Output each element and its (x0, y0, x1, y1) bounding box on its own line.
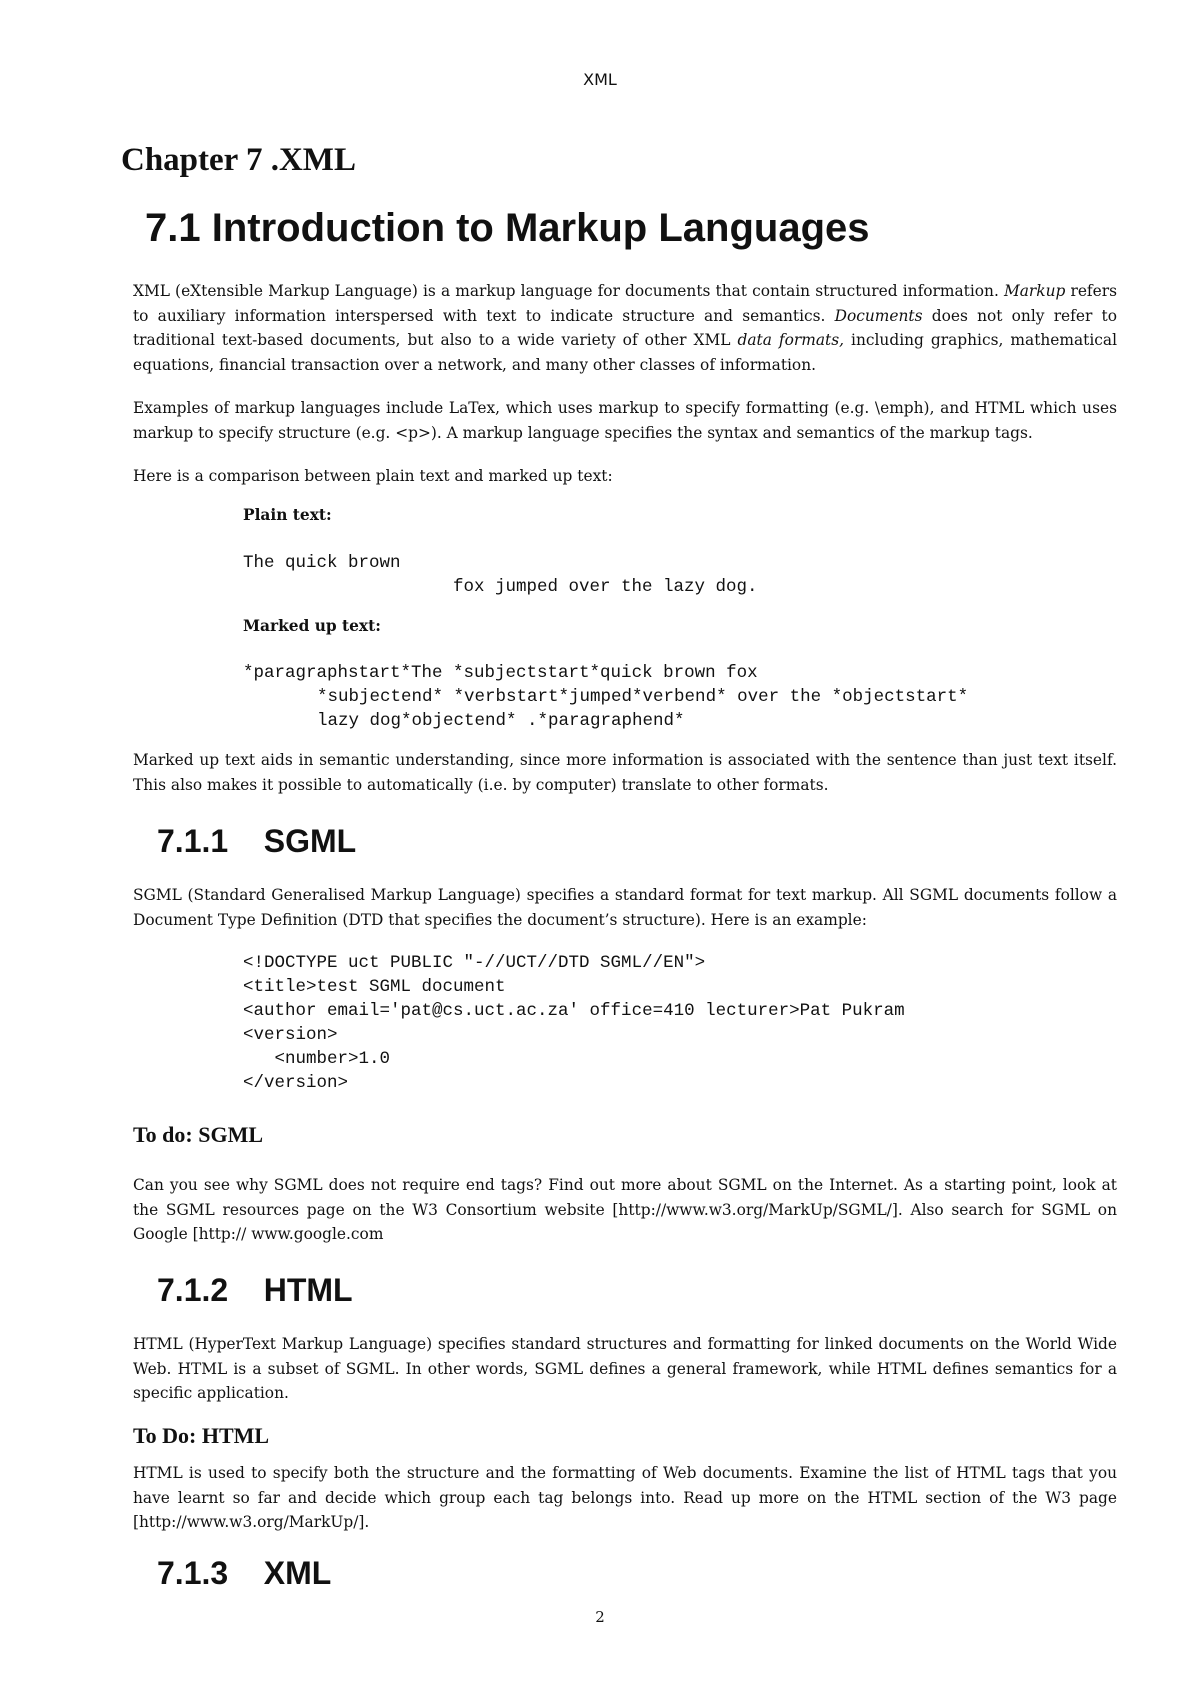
intro-text-d: including graphics, mathematical equations, financial transaction over a network, and many other classes of information. (133, 331, 1117, 374)
code-line: <author email='pat@cs.uct.ac.za' office=410 lecturer>Pat Pukram (243, 1001, 905, 1021)
html-heading: 7.1.2 HTML (157, 1272, 353, 1308)
todo-html-heading: To Do: HTML (133, 1423, 270, 1448)
todo-html-paragraph: HTML is used to specify both the structure and the formatting of Web documents. Examine the list of HTML tags that you have learnt so far and decide which group each tag belongs into. Read up more on the HTML section of the W3 page [http://www.w3.org/MarkUp/]. (133, 1464, 1117, 1531)
code-line: <title>test SGML document (243, 977, 506, 997)
code-line: <version> (243, 1025, 338, 1045)
code-line: <number>1.0 (243, 1049, 391, 1069)
todo-sgml-heading: To do: SGML (133, 1122, 264, 1147)
intro-text-a: XML (eXtensible Markup Language) is a markup language for documents that contain structured information. (133, 282, 1004, 300)
code-line: </version> (243, 1073, 349, 1093)
markup-term: Markup (1003, 282, 1066, 300)
code-line: <!DOCTYPE uct PUBLIC "-//UCT//DTD SGML//EN"> (243, 953, 706, 973)
marked-up-line-1: *paragraphstart*The *subjectstart*quick brown fox (243, 663, 758, 683)
xml-heading: 7.1.3 XML (157, 1555, 332, 1591)
marked-up-line-2: *subjectend* *verbstart*jumped*verbend* over the *objectstart* (317, 687, 969, 707)
todo-sgml-paragraph: Can you see why SGML does not require end tags? Find out more about SGML on the Internet. As a starting point, look at the SGML resources page on the W3 Consortium website [http://www.w3.org/MarkUp/SGML/]. Also search for SGML on Google [http:// www.google.com (133, 1176, 1117, 1243)
intro-text-b: refers to auxiliary information interspersed with text to indicate structure and semantics. (133, 282, 1117, 325)
chapter-title: Chapter 7 .XML (121, 142, 356, 178)
plain-text-label: Plain text: (243, 506, 332, 524)
running-header: XML (583, 70, 617, 89)
comparison-intro: Here is a comparison between plain text and marked up text: (133, 467, 613, 485)
page-number: 2 (595, 1608, 605, 1626)
plain-text-line-1: The quick brown (243, 553, 401, 573)
documents-term: Documents (834, 306, 923, 325)
sgml-heading: 7.1.1 SGML (157, 823, 357, 859)
intro-text-c: does not only refer to traditional text-based documents, but also to a wide variety of other XML (133, 306, 1117, 349)
intro-paragraph (133, 279, 1117, 377)
marked-up-text-label: Marked up text: (243, 617, 381, 635)
section-title: 7.1 Introduction to Markup Languages (145, 206, 870, 250)
marked-up-line-3: lazy dog*objectend* .*paragraphend* (317, 711, 685, 731)
html-paragraph: HTML (HyperText Markup Language) specifies standard structures and formatting for linked documents on the World Wide Web. HTML is a subset of SGML. In other words, SGML defines a general framework, while HTML defines semantics for a specific application. (133, 1335, 1117, 1402)
markup-examples-paragraph: Examples of markup languages include LaTex, which uses markup to specify formatting (e.g. \emph), and HTML which uses markup to specify structure (e.g. <p>). A markup language specifies the syntax and semantics of the markup tags. (133, 399, 1117, 442)
marked-up-explanation: Marked up text aids in semantic understanding, since more information is associated with the sentence than just text itself. This also makes it possible to automatically (i.e. by computer) translate to other formats. (133, 751, 1117, 794)
sgml-paragraph: SGML (Standard Generalised Markup Language) specifies a standard format for text markup. All SGML documents follow a Document Type Definition (DTD that specifies the document’s structure). Here is an example: (133, 886, 1117, 929)
plain-text-line-2: fox jumped over the lazy dog. (453, 577, 758, 597)
data-formats-term: data formats, (737, 331, 845, 349)
